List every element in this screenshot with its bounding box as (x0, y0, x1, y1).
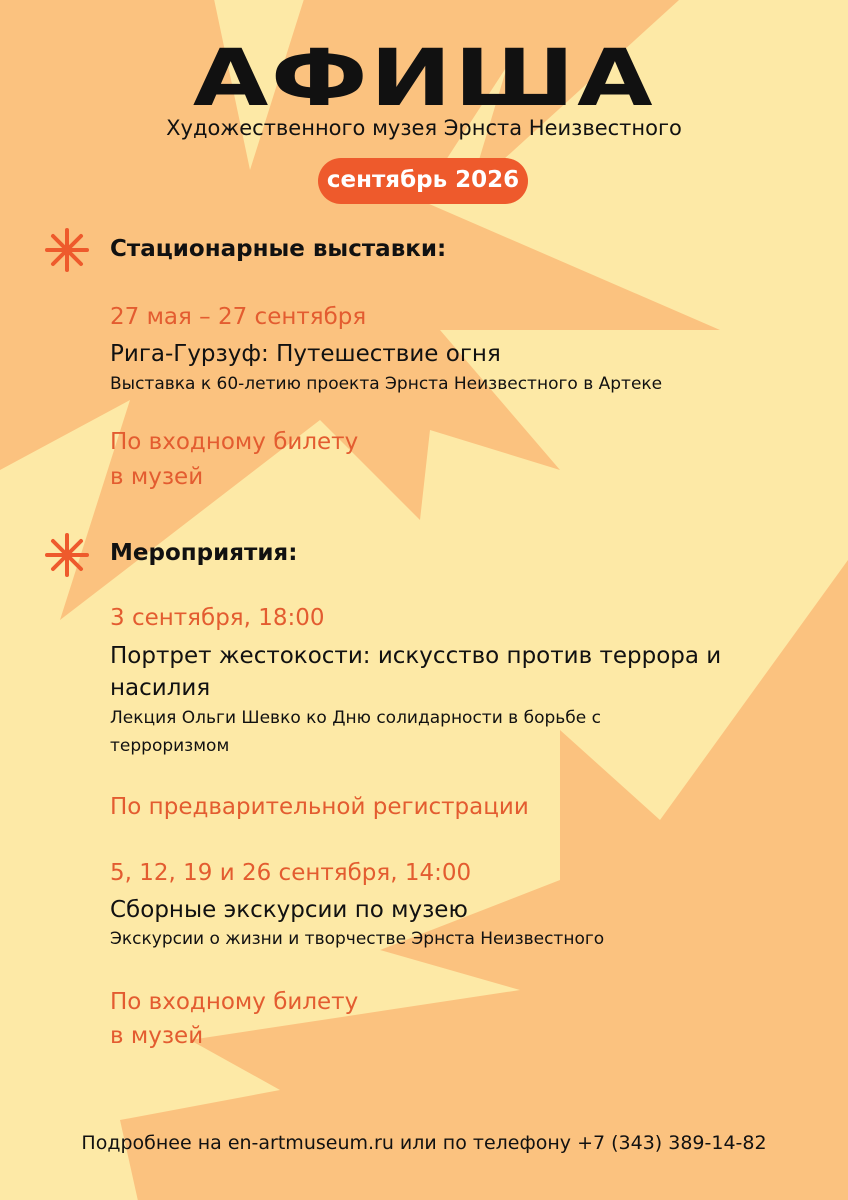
museum-subtitle: Художественного музея Эрнста Неизвестного (166, 116, 682, 140)
section-heading-exhibitions: Стационарные выставки: (110, 236, 447, 262)
month-badge: сентябрь 2026 (318, 158, 528, 204)
event-admission-note: По входному билету (110, 989, 359, 1015)
asterisk-star-icon (44, 532, 90, 578)
event-description: Экскурсии о жизни и творчестве Эрнста Неизвестного (110, 929, 605, 949)
event-date: 3 сентября, 18:00 (110, 605, 325, 631)
event-title: насилия (110, 675, 211, 701)
event-title: Рига-Гурзуф: Путешествие огня (110, 341, 501, 367)
event-date: 27 мая – 27 сентября (110, 304, 367, 330)
footer-contact: Подробнее на en-artmuseum.ru или по телефону +7 (343) 389-14-82 (81, 1132, 767, 1154)
event-admission-note: в музей (110, 1023, 204, 1049)
event-description: Лекция Ольги Шевко ко Дню солидарности в борьбе с (110, 708, 601, 728)
page-title: АФИША (192, 34, 656, 124)
event-admission-note: По предварительной регистрации (110, 794, 529, 820)
event-description: терроризмом (110, 736, 230, 756)
asterisk-star-icon (44, 227, 90, 273)
event-admission-note: в музей (110, 464, 204, 490)
section-heading-events: Мероприятия: (110, 540, 298, 566)
event-date: 5, 12, 19 и 26 сентября, 14:00 (110, 860, 472, 886)
event-title: Сборные экскурсии по музею (110, 897, 468, 923)
event-description: Выставка к 60-летию проекта Эрнста Неизвестного в Артеке (110, 374, 663, 394)
event-title: Портрет жестокости: искусство против террора и (110, 643, 722, 669)
event-admission-note: По входному билету (110, 429, 359, 455)
